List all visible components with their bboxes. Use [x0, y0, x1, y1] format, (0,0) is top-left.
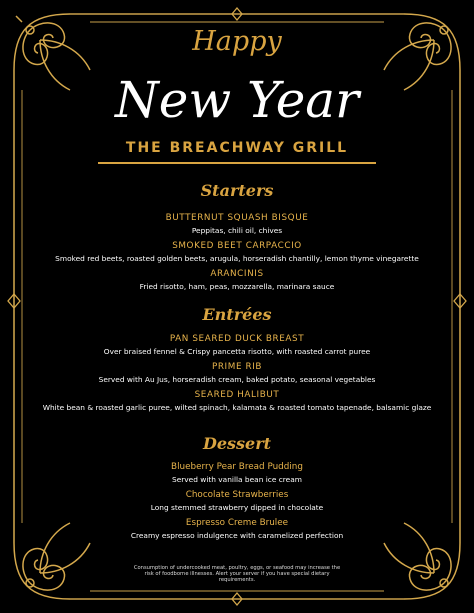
menu-item-desc: Long stemmed strawberry dipped in chocolate	[150, 503, 324, 512]
food-safety-note: Consumption of undercooked meat, poultry, eggs, or seafood may increase the risk of foodborne illnesses. Alert your server if you have special dietary requirements.	[133, 565, 341, 584]
menu-item-desc: Served with vanilla bean ice cream	[172, 475, 302, 484]
starters-heading: Starters	[200, 181, 274, 200]
menu-item-name: PRIME RIB	[211, 362, 263, 372]
menu-item-name: Chocolate Strawberries	[185, 490, 289, 500]
menu-item-name: SEARED HALIBUT	[194, 390, 280, 400]
menu-item-name: Espresso Creme Brulee	[185, 518, 289, 528]
entrees-heading: Entrées	[202, 305, 272, 324]
menu-item-desc: Fried risotto, ham, peas, mozzarella, marinara sauce	[139, 282, 335, 291]
menu-item-desc: Peppitas, chili oil, chives	[191, 226, 283, 235]
menu-item-name: Blueberry Pear Bread Pudding	[171, 462, 303, 472]
menu-item-desc: White bean & roasted garlic puree, wilted spinach, kalamata & roasted tomato tapenade, balsamic glaze	[42, 403, 432, 412]
menu-item-desc: Served with Au Jus, horseradish cream, baked potato, seasonal vegetables	[98, 375, 376, 384]
menu-item-desc: Over braised fennel & Crispy pancetta risotto, with roasted carrot puree	[103, 347, 371, 356]
header-divider	[98, 162, 376, 164]
happy-heading: Happy	[192, 26, 282, 57]
menu-item-name: SMOKED BEET CARPACCIO	[172, 241, 302, 251]
menu-item-name: BUTTERNUT SQUASH BISQUE	[165, 213, 309, 223]
restaurant-name: THE BREACHWAY GRILL	[125, 140, 349, 156]
dessert-heading: Dessert	[202, 434, 272, 453]
menu-item-desc: Smoked red beets, roasted golden beets, arugula, horseradish chantilly, lemon thyme vinegarette	[55, 254, 419, 263]
menu-item-desc: Creamy espresso indulgence with caramelized perfection	[130, 531, 344, 540]
menu-item-name: PAN SEARED DUCK BREAST	[169, 334, 305, 344]
new-year-heading: New Year	[115, 71, 359, 129]
menu-item-name: ARANCINIS	[210, 269, 264, 279]
